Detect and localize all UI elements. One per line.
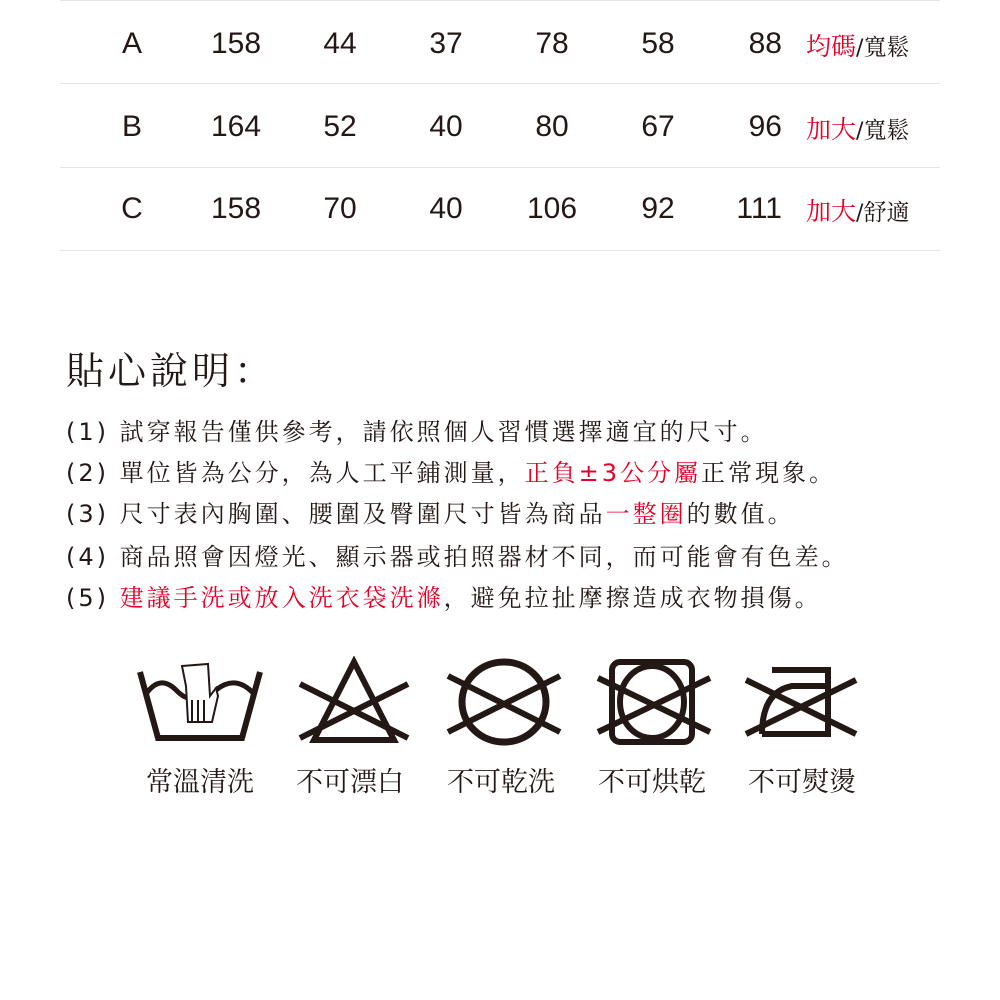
measure-cell: 67 <box>641 110 675 143</box>
measure-cell: 70 <box>323 192 357 225</box>
note-item <box>66 494 795 529</box>
note-item <box>66 578 822 613</box>
fit-style: 寬鬆 <box>863 118 910 144</box>
note-number: (4) <box>66 543 109 571</box>
measure-cell: 106 <box>526 192 578 225</box>
care-label: 不可烘乾 <box>598 767 706 798</box>
measure-cell: 92 <box>641 192 675 225</box>
separator: / <box>856 36 864 61</box>
note-text: 試穿報告僅供參考，請依照個人習慣選擇適宜的尺寸。 <box>119 418 768 446</box>
note-highlight: 一整圈 <box>605 500 687 528</box>
note-item <box>66 412 768 447</box>
table-row <box>0 27 1000 67</box>
note-number: (3) <box>66 500 109 528</box>
measure-cell: 58 <box>641 27 675 60</box>
note-text: 單位皆為公分，為人工平鋪測量， <box>119 459 525 487</box>
note-number: (2) <box>66 459 109 487</box>
no-tumble-dry-icon <box>596 656 712 746</box>
measure-cell: 111 <box>736 192 782 225</box>
note-text: ，避免拉扯摩擦造成衣物損傷。 <box>443 584 822 612</box>
fit-size: 加大 <box>806 115 857 144</box>
note-text: 的數值。 <box>686 500 795 528</box>
measure-cell: 40 <box>429 110 463 143</box>
measure-cell: 96 <box>748 110 782 143</box>
measure-cell: 158 <box>210 27 262 60</box>
table-row <box>0 110 1000 150</box>
fit-cell <box>806 27 909 63</box>
size-cell: C <box>121 192 143 225</box>
divider <box>60 0 940 1</box>
no-iron-icon <box>744 656 860 746</box>
separator: / <box>856 119 864 144</box>
care-label: 不可漂白 <box>296 767 404 798</box>
fit-cell <box>806 192 909 228</box>
measure-cell: 40 <box>429 192 463 225</box>
size-cell: A <box>121 27 142 60</box>
measure-cell: 80 <box>535 110 569 143</box>
note-text: 尺寸表內胸圍、腰圍及臀圍尺寸皆為商品 <box>119 500 606 528</box>
fit-cell <box>806 110 909 146</box>
notes-title: 貼心說明： <box>66 349 277 393</box>
separator: / <box>856 201 864 226</box>
size-cell: B <box>121 110 142 143</box>
care-label: 不可乾洗 <box>447 767 555 798</box>
divider <box>60 250 940 251</box>
note-highlight: 正負±3公分屬 <box>524 459 702 487</box>
note-number: (5) <box>66 584 109 612</box>
hand-wash-icon <box>136 656 264 744</box>
measure-cell: 52 <box>323 110 357 143</box>
note-item <box>66 453 836 488</box>
measure-cell: 44 <box>323 27 357 60</box>
fit-style: 舒適 <box>863 200 910 226</box>
measure-cell: 37 <box>429 27 463 60</box>
care-label: 常溫清洗 <box>146 767 254 798</box>
measure-cell: 164 <box>210 110 262 143</box>
note-text: 商品照會因燈光、顯示器或拍照器材不同，而可能會有色差。 <box>119 543 849 571</box>
measure-cell: 78 <box>535 27 569 60</box>
note-item <box>66 537 849 572</box>
note-number: (1) <box>66 418 109 446</box>
note-highlight: 建議手洗或放入洗衣袋洗滌 <box>119 584 444 612</box>
measure-cell: 158 <box>210 192 262 225</box>
fit-style: 寬鬆 <box>863 35 910 61</box>
no-dry-clean-icon <box>446 656 562 746</box>
measure-cell: 88 <box>748 27 782 60</box>
divider <box>60 167 940 168</box>
divider <box>60 83 940 84</box>
table-row <box>0 192 1000 232</box>
care-label: 不可熨燙 <box>748 767 856 798</box>
no-bleach-icon <box>296 656 412 746</box>
fit-size: 加大 <box>806 197 857 226</box>
note-text: 正常現象。 <box>701 459 837 487</box>
fit-size: 均碼 <box>806 32 857 61</box>
